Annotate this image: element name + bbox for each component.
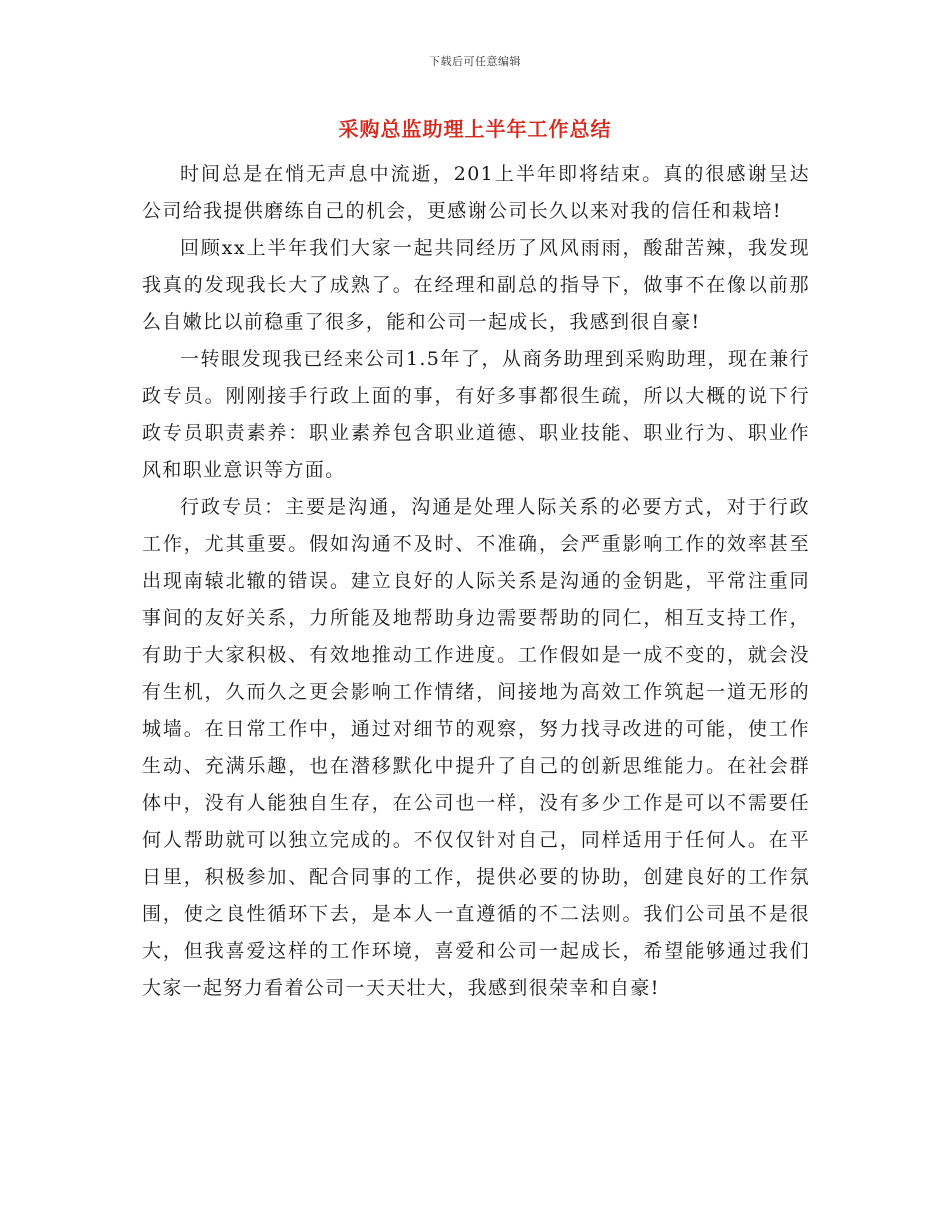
document-body bbox=[142, 156, 810, 1007]
paragraph: 行政专员：主要是沟通，沟通是处理人际关系的必要方式，对于行政工作，尤其重要。假如沟通不及时、不准确，会严重影响工作的效率甚至出现南辕北辙的错误。建立良好的人际关系是沟通的金钥匙，平常注重同事间的友好关系，力所能及地帮助身边需要帮助的同仁，相互支持工作，有助于大家积极、有效地推动工作进度。工作假如是一成不变的，就会没有生机，久而久之更会影响工作情绪，间接地为高效工作筑起一道无形的城墙。在日常工作中，通过对细节的观察，努力找寻改进的可能，使工作生动、充满乐趣，也在潜移默化中提升了自己的创新思维能力。在社会群体中，没有人能独自生存，在公司也一样，没有多少工作是可以不需要任何人帮助就可以独立完成的。不仅仅针对自己，同样适用于任何人。在平日里，积极参加、配合同事的工作，提供必要的协助，创建良好的工作氛围，使之良性循环下去，是本人一直遵循的不二法则。我们公司虽不是很大，但我喜爱这样的工作环境，喜爱和公司一起成长，希望能够通过我们大家一起努力看着公司一天天壮大，我感到很荣幸和自豪! bbox=[142, 496, 810, 999]
paragraph: 时间总是在悄无声息中流逝，201上半年即将结束。真的很感谢呈达公司给我提供磨练自己的机会，更感谢公司长久以来对我的信任和栽培! bbox=[142, 163, 810, 222]
paragraph: 一转眼发现我已经来公司1.5年了，从商务助理到采购助理，现在兼行政专员。刚刚接手行政上面的事，有好多事都很生疏，所以大概的说下行政专员职责素养：职业素养包含职业道德、职业技能、职业行为、职业作风和职业意识等方面。 bbox=[142, 348, 810, 481]
document-title: 采购总监助理上半年工作总结 bbox=[338, 117, 612, 141]
page-header-note: 下载后可任意编辑 bbox=[429, 55, 521, 68]
paragraph: 回顾xx上半年我们大家一起共同经历了风风雨雨，酸甜苦辣，我发现我真的发现我长大了成熟了。在经理和副总的指导下，做事不在像以前那么自嫩比以前稳重了很多，能和公司一起成长，我感到很自豪! bbox=[142, 237, 810, 333]
